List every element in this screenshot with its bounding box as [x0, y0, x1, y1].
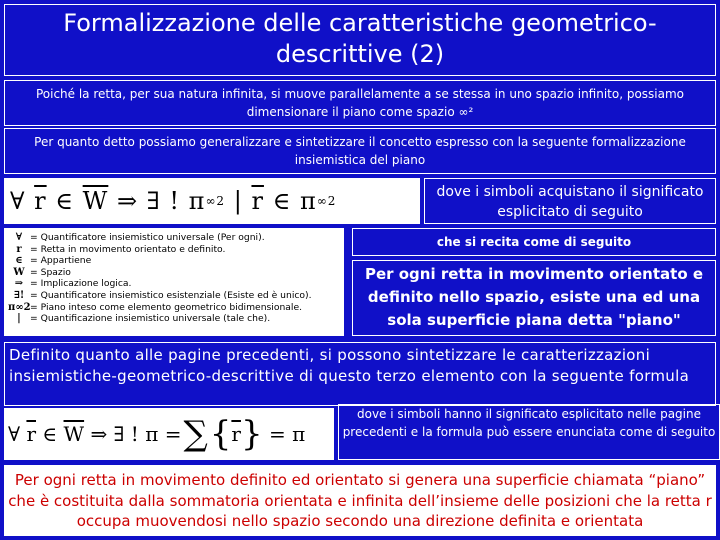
- synthesis-paragraph: Definito quanto alle pagine precedenti, si possono sintetizzare le caratterizzazioni insiemistiche-geometrico-descrittive di questo terzo elemento con la seguente formula: [4, 342, 716, 406]
- recitation-intro: che si recita come di seguito: [352, 228, 716, 256]
- oriented-line-symbol-2: $\overline{r}$: [231, 422, 241, 446]
- legend-symbol: r: [16, 243, 22, 255]
- exists-unique-symbol: ∃ !: [113, 422, 139, 446]
- plane-statement: Per ogni retta in movimento orientato e definito nello spazio, esiste una ed una sola superficie piana detta "piano": [352, 260, 716, 336]
- legend-text: = Spazio: [30, 266, 71, 278]
- such-that-symbol: |: [233, 187, 243, 215]
- forall-symbol: ∀: [10, 187, 26, 215]
- element-of-symbol-2: ∈: [272, 187, 292, 215]
- legend-symbol: ∃!: [13, 289, 25, 301]
- plane-symbol-2: π: [292, 422, 306, 446]
- legend-symbol: ∀: [15, 232, 23, 243]
- element-of-symbol: ∈: [42, 422, 58, 446]
- legend-row: [8, 255, 344, 267]
- implies-symbol: ⇒: [116, 187, 139, 215]
- legend-symbol: W: [13, 266, 25, 278]
- formula-plane-set: [4, 178, 420, 224]
- left-brace: {: [209, 414, 232, 454]
- oriented-line-symbol: $\overline{r}$: [26, 422, 36, 446]
- forall-symbol: ∀: [8, 422, 21, 446]
- equals-symbol-2: =: [268, 422, 286, 446]
- symbols-explained-note: dove i simboli acquistano il significato esplicitato di seguito: [424, 178, 716, 224]
- legend-text: = Implicazione logica.: [30, 278, 132, 290]
- oriented-line-symbol: $\overline{r}$: [34, 187, 47, 215]
- formula-plane-summation: [4, 408, 334, 460]
- legend-symbol: ⇒: [14, 278, 24, 290]
- legend-text: = Piano inteso come elemento geometrico bidimensionale.: [30, 301, 303, 313]
- oriented-line-symbol-2: $\overline{r}$: [251, 187, 264, 215]
- equals-symbol: =: [164, 422, 182, 446]
- slide-title: Formalizzazione delle caratteristiche geometrico-descrittive (2): [4, 4, 716, 76]
- legend-row: [8, 278, 344, 290]
- legend-symbol: |: [17, 313, 21, 325]
- space-symbol: $\overline{W}$: [82, 187, 109, 215]
- legend-row: [8, 313, 344, 325]
- space-symbol: $\overline{W}$: [63, 422, 85, 446]
- legend-row: [8, 267, 344, 279]
- symbol-legend: [4, 228, 344, 336]
- legend-text: = Quantificatore insiemistico esistenziale (Esiste ed è unico).: [30, 289, 312, 301]
- plane-exponent-2: ∞2: [316, 194, 337, 208]
- plane-symbol-2: π: [299, 187, 317, 215]
- legend-symbol: ∈: [15, 255, 23, 267]
- legend-text: = Appartiene: [30, 255, 92, 267]
- plane-symbol: π: [188, 187, 206, 215]
- legend-text: = Retta in movimento orientato e definito.: [30, 243, 226, 255]
- legend-row: [8, 232, 344, 244]
- generalize-paragraph: Per quanto detto possiamo generalizzare e sintetizzare il concetto espresso con la seguente formalizzazione insiemistica del piano: [4, 128, 716, 174]
- final-statement: Per ogni retta in movimento definito ed orientato si genera una superficie chiamata “piano” che è costituita dalla sommatoria orientata e infinita dell’insieme delle posizioni che la retta r occupa muovendosi nello spazio secondo una direzione definita e orientata: [4, 465, 716, 536]
- legend-row: [8, 302, 344, 314]
- intro-paragraph: Poiché la retta, per sua natura infinita, si muove parallelamente a se stessa in uno spazio infinito, possiamo dimensionare il piano come spazio ∞²: [4, 80, 716, 126]
- implies-symbol: ⇒: [90, 422, 108, 446]
- element-of-symbol: ∈: [55, 187, 75, 215]
- legend-row: [8, 290, 344, 302]
- legend-text: = Quantificazione insiemistico universale (tale che).: [30, 313, 271, 325]
- plane-symbol: π: [145, 422, 159, 446]
- right-brace: }: [240, 414, 263, 454]
- formula-note: dove i simboli hanno il significato esplicitato nelle pagine precedenti e la formula può essere enunciata come di seguito: [338, 404, 720, 460]
- legend-symbol: π∞2: [8, 301, 31, 313]
- legend-row: [8, 244, 344, 256]
- plane-exponent: ∞2: [205, 194, 226, 208]
- legend-text: = Quantificatore insiemistico universale (Per ogni).: [30, 232, 265, 243]
- exists-unique-symbol: ∃ !: [146, 187, 181, 215]
- summation-symbol: ∑: [183, 414, 208, 454]
